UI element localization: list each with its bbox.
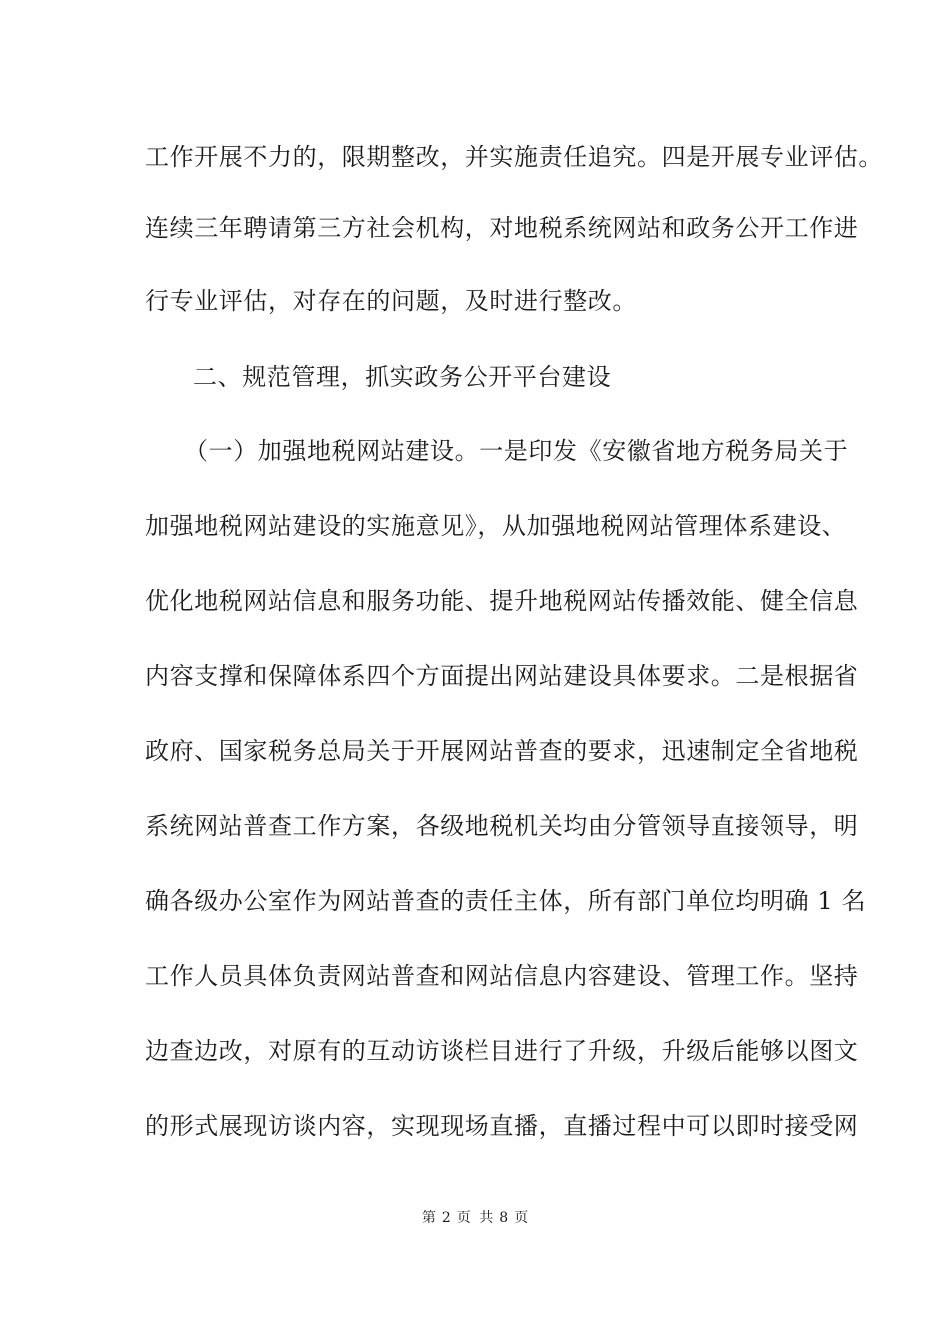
footer-prefix: 第 — [421, 1210, 436, 1226]
body-text-line: 内容支撑和保障体系四个方面提出网站建设具体要求。二是根据省 — [145, 662, 859, 690]
body-text-line: 工作人员具体负责网站普查和网站信息内容建设、管理工作。坚持 — [145, 962, 859, 990]
current-page-number: 2 — [441, 1210, 451, 1226]
body-text-line: 连续三年聘请第三方社会机构，对地税系统网站和政务公开工作进 — [145, 214, 859, 242]
total-pages-number: 8 — [499, 1210, 509, 1226]
body-text-line: 系统网站普查工作方案，各级地税机关均由分管领导直接领导，明 — [145, 812, 859, 840]
body-text-line: 的形式展现访谈内容，实现现场直播，直播过程中可以即时接受网 — [145, 1112, 859, 1140]
body-text-line: 行专业评估，对存在的问题，及时进行整改。 — [145, 287, 637, 315]
body-text-line: 政府、国家税务总局关于开展网站普查的要求，迅速制定全省地税 — [145, 737, 859, 765]
body-text-line: 优化地税网站信息和服务功能、提升地税网站传播效能、健全信息 — [145, 587, 859, 615]
body-text-line: 工作开展不力的，限期整改，并实施责任追究。四是开展专业评估。 — [145, 143, 883, 171]
footer-suffix: 页 — [514, 1210, 529, 1226]
page-footer — [0, 1209, 950, 1227]
body-text-line: 加强地税网站建设的实施意见》，从加强地税网站管理体系建设、 — [145, 512, 847, 540]
subsection-heading-line: （一）加强地税网站建设。一是印发《安徽省地方税务局关于 — [184, 437, 849, 465]
body-text-line: 边查边改，对原有的互动访谈栏目进行了升级，升级后能够以图文 — [145, 1037, 859, 1065]
body-text-line: 确各级办公室作为网站普查的责任主体，所有部门单位均明确 1 名 — [145, 887, 867, 915]
footer-middle: 页 共 — [456, 1210, 494, 1226]
section-heading: 二、规范管理，抓实政务公开平台建设 — [193, 363, 612, 391]
